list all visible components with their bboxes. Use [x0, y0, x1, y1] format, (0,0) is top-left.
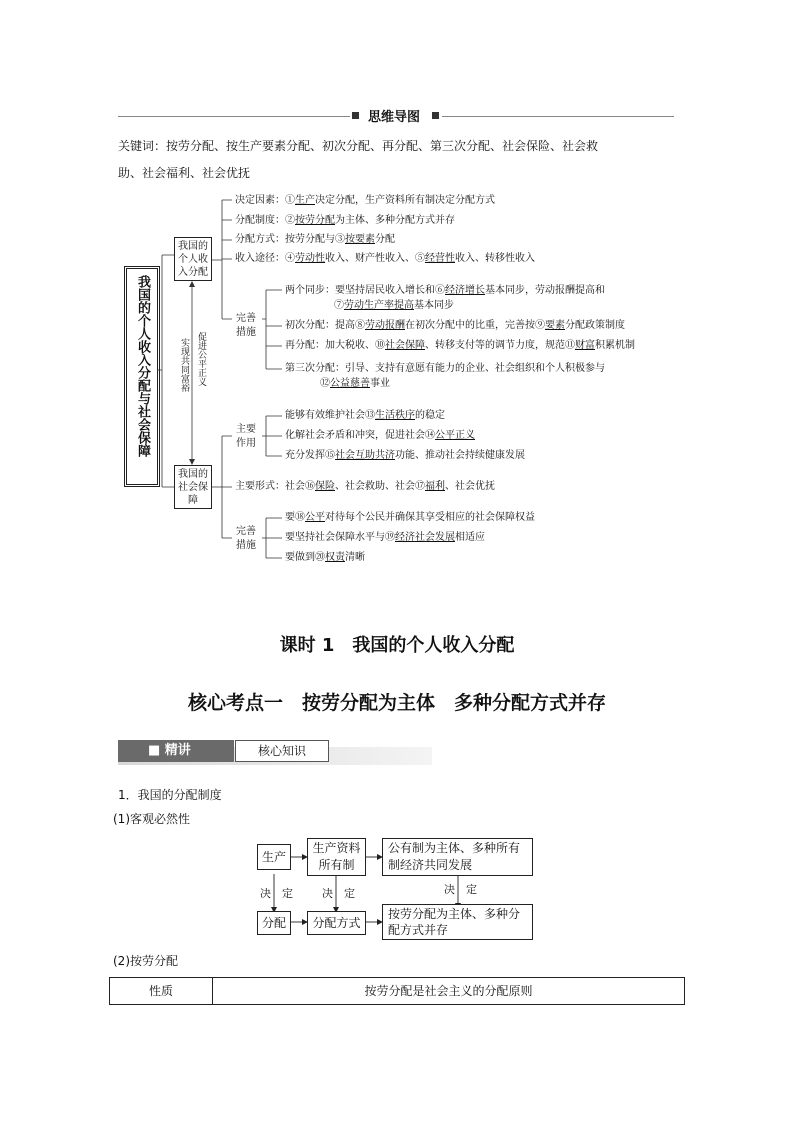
- text-segment: 要坚持社会保障水平与⑲: [285, 532, 395, 543]
- flow-result-line1: 按劳分配为主体、多种分: [388, 907, 521, 921]
- text-segment: 基本同步，劳动报酬提高和: [485, 285, 605, 296]
- link-common-prosperity: 实现共同富裕: [179, 338, 189, 392]
- flow-ownership-line2: 制经济共同发展: [388, 858, 473, 872]
- text-segment: 第三次分配：引导、支持有意愿有能力的企业、社会组织和个人积极参与: [285, 363, 605, 374]
- flow-means-line2: 所有制: [318, 858, 355, 872]
- mindmap-header-title: 思维导图: [368, 110, 421, 125]
- text-segment: 事业: [370, 378, 390, 389]
- text-segment: 的稳定: [415, 410, 445, 421]
- text-segment: 积累机制: [595, 340, 635, 351]
- text-segment: 初次分配：提高⑧: [285, 320, 365, 331]
- section-bar-left-label: ■ 精讲: [148, 743, 191, 758]
- b1-row-2: 分配方式：按劳分配与③按要素分配: [235, 234, 395, 245]
- section-bar-right: [235, 740, 329, 762]
- labor-table: [109, 977, 685, 1005]
- role-row-0: [285, 409, 445, 423]
- answer-blank: 社会互助共济: [335, 450, 395, 461]
- answer-blank: 劳动生产率提高: [344, 300, 414, 311]
- text-segment: 要⑱: [285, 512, 305, 523]
- text-segment: 、转移支付等的调节力度，规范⑪: [425, 340, 575, 351]
- core-point-title: 核心考点一 按劳分配为主体 多种分配方式并存: [187, 692, 606, 714]
- text-segment: ②: [285, 215, 295, 226]
- m1-row-3: [285, 339, 635, 353]
- branch-income-box: [174, 237, 212, 281]
- flow-distribution-box: [257, 911, 291, 935]
- text-segment: 收入、财产性收入、⑤: [325, 253, 425, 264]
- flow-production-box: [257, 844, 291, 870]
- m2-row-1: [285, 531, 485, 545]
- section-bar-left: [118, 740, 234, 762]
- answer-blank: 经营性: [425, 253, 455, 264]
- flow-means-line1: 生产资料: [312, 841, 361, 855]
- role-row-2: [285, 449, 525, 463]
- section-bar-right-label: 核心知识: [257, 744, 306, 758]
- text-segment: 再分配：加大税收、⑩: [285, 340, 385, 351]
- answer-blank: 生活秩序: [375, 410, 415, 421]
- text-segment: 、社会优抚: [445, 481, 495, 492]
- text-segment: ⑦: [334, 300, 344, 311]
- answer-blank: 按要素: [345, 234, 375, 245]
- keywords-line-2: 助、社会福利、社会优抚: [118, 166, 251, 180]
- text-segment: 清晰: [345, 552, 365, 563]
- text-segment: 能够有效维护社会⑬: [285, 410, 375, 421]
- text-segment: 两个同步：要坚持居民收入增长和⑥: [285, 285, 445, 296]
- answer-blank: 要素: [545, 320, 565, 331]
- mindmap-root-box: [126, 268, 158, 485]
- s1-title: 1．我国的分配制度: [118, 788, 222, 802]
- flow-result-line2: 配方式并存: [388, 923, 449, 937]
- measures1-label: 完善措施: [236, 313, 256, 338]
- answer-blank: 按劳分配: [295, 215, 335, 226]
- forms-row: 主要形式：社会⑯保险、社会救助、社会⑰福利、社会优抚: [235, 481, 495, 492]
- keywords-line-1: 关键词：按劳分配、按生产要素分配、初次分配、再分配、第三次分配、社会保险、社会救: [118, 139, 599, 153]
- role-row-1: [285, 429, 475, 443]
- m2-row-0: [285, 511, 535, 525]
- flow-production-label: 生产: [261, 850, 286, 864]
- flow-result-box: [382, 904, 533, 940]
- branch-income-label: 我国的个人收入分配: [178, 241, 208, 278]
- text-segment: 、社会救助、社会⑰: [335, 481, 425, 492]
- flow-ownership-box: [382, 838, 533, 876]
- text-segment: 社会⑯: [285, 481, 315, 492]
- text-segment: 化解社会矛盾和冲突，促进社会⑭: [285, 430, 435, 441]
- flow-decide-2: 决 定: [322, 887, 355, 900]
- text-segment: ①: [285, 195, 295, 206]
- text-segment: 分配政策制度: [565, 320, 625, 331]
- answer-blank: 公平正义: [435, 430, 475, 441]
- b1-row-1: 分配制度：②按劳分配为主体、多种分配方式并存: [235, 215, 455, 226]
- text-segment: 要做到⑳: [285, 552, 325, 563]
- text-segment: 决定分配，生产资料所有制决定分配方式: [315, 195, 495, 206]
- flow-method-label: 分配方式: [312, 916, 361, 930]
- answer-blank: 公益慈善: [330, 378, 370, 389]
- b1-row-3: 收入途径：④劳动性收入、财产性收入、⑤经营性收入、转移性收入: [235, 253, 535, 264]
- answer-blank: 公平: [305, 512, 325, 523]
- lesson-title: 课时 1 我国的个人收入分配: [279, 635, 515, 656]
- m1-row-0: [285, 284, 605, 298]
- m1-row-5: [320, 377, 390, 391]
- flow-means-box: [307, 838, 366, 876]
- flow-decide-3: 决 定: [444, 883, 477, 896]
- text-segment: 相适应: [455, 532, 485, 543]
- text-segment: 按劳分配与③: [285, 234, 345, 245]
- answer-blank: 经济社会发展: [395, 532, 455, 543]
- answer-blank: 劳动性: [295, 253, 325, 264]
- m1-row-4: [285, 362, 605, 376]
- answer-blank: 劳动报酬: [365, 320, 405, 331]
- flow-method-box: [307, 911, 366, 935]
- roles-label: 主要作用: [236, 424, 256, 449]
- flow-ownership-line1: 公有制为主体、多种所有: [388, 841, 521, 855]
- text-segment: 分配: [375, 234, 395, 245]
- m1-row-2: [285, 319, 625, 333]
- answer-blank: 保险: [315, 481, 335, 492]
- answer-blank: 经济增长: [445, 285, 485, 296]
- branch-security-label: 我国的社会保障: [178, 469, 208, 506]
- answer-blank: 权责: [325, 552, 345, 563]
- s2-sub: (2)按劳分配: [113, 954, 178, 968]
- m1-row-1: [334, 299, 454, 313]
- text-segment: ⑫: [320, 378, 330, 389]
- text-segment: 基本同步: [414, 300, 454, 311]
- text-segment: 充分发挥⑮: [285, 450, 335, 461]
- branch-security-box: [174, 465, 212, 509]
- answer-blank: 福利: [425, 481, 445, 492]
- link-fairness: 促进公平正义: [196, 332, 206, 386]
- s1-sub: (1)客观必然性: [113, 812, 190, 826]
- table-cell-nature: 性质: [110, 978, 213, 1004]
- mindmap-root-label: 我国的个人收入分配与社会保障: [135, 275, 150, 457]
- text-segment: 为主体、多种分配方式并存: [335, 215, 455, 226]
- table-cell-principle: 按劳分配是社会主义的分配原则: [364, 984, 533, 998]
- flow-distribution-label: 分配: [261, 916, 286, 930]
- answer-blank: 财富: [575, 340, 595, 351]
- flow-decide-1: 决 定: [260, 887, 293, 900]
- b1-row-0: 决定因素：①生产决定分配，生产资料所有制决定分配方式: [235, 195, 495, 206]
- text-segment: 在初次分配中的比重，完善按⑨: [405, 320, 545, 331]
- text-segment: 对待每个公民并确保其享受相应的社会保障权益: [325, 512, 535, 523]
- text-segment: 功能、推动社会持续健康发展: [395, 450, 525, 461]
- answer-blank: 生产: [295, 195, 315, 206]
- m2-row-2: [285, 551, 365, 565]
- text-segment: 收入、转移性收入: [455, 253, 535, 264]
- answer-blank: 社会保障: [385, 340, 425, 351]
- text-segment: ④: [285, 253, 295, 264]
- measures2-label: 完善措施: [236, 526, 256, 551]
